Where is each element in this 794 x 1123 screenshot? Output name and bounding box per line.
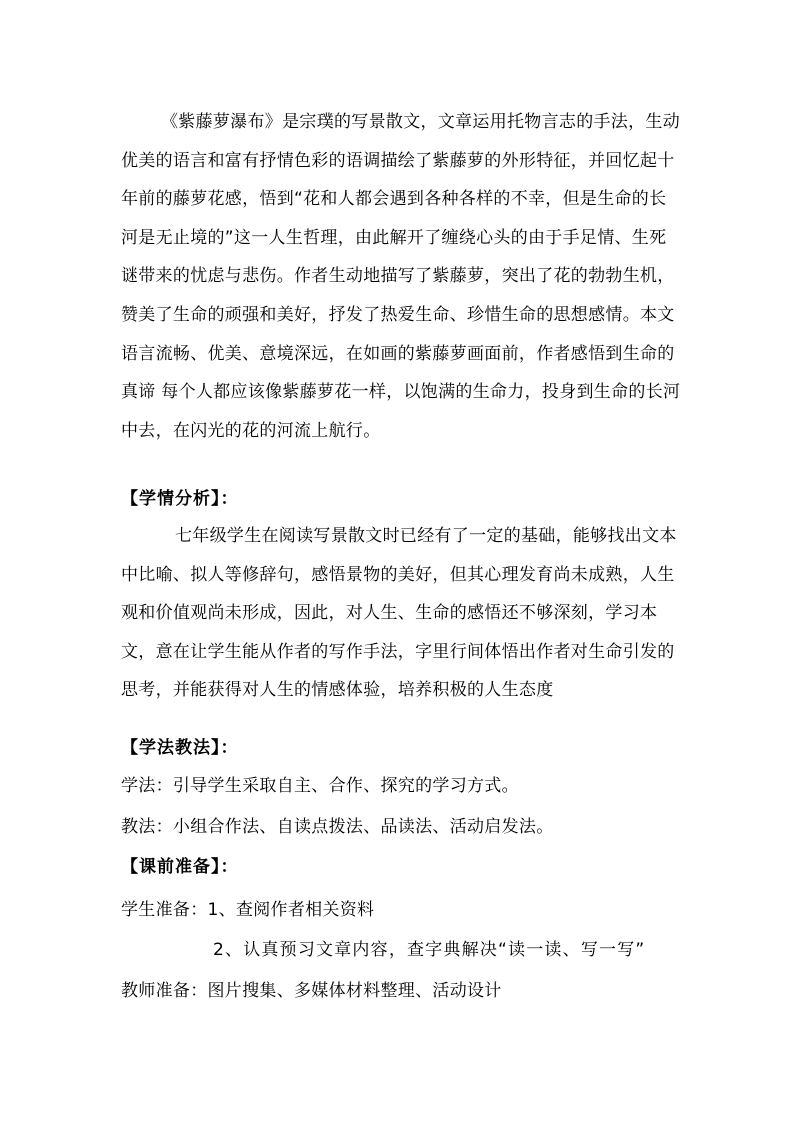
methods-heading: 【学法教法】： (121, 738, 239, 758)
student-prep-line-2: 2、认真预习文章内容，查字典解决“读一读、写一写” (213, 940, 646, 960)
learning-analysis-heading: 【学情分析】： (121, 489, 239, 509)
intro-paragraph: 《紫藤萝瀑布》是宗璞的写景散文，文章运用托物言志的手法，生动优美的语言和富有抒情色彩的语调描绘了紫藤萝的外形特征，并回忆起十年前的藤萝花感，悟到“花和人都会遇到各种各样的不幸，但是生命的长河是无止境的”这一人生哲理，由此解开了缠绕心头的由于手足情、生死谜带来的忧虑与悲伤。作者生动地描写了紫藤萝，突出了花的勃勃生机，赞美了生命的顽强和美好，抒发了热爱生命、珍惜生命的思想感情。本文语言流畅、优美、意境深远，在如画的紫藤萝画面前，作者感悟到生命的真谛 每个人都应该像紫藤萝花一样，以饱满的生命力，投身到生命的长河中去，在闪光的花的河流上航行。 (121, 112, 681, 441)
teacher-prep-line: 教师准备：图片搜集、多媒体材料整理、活动设计 (121, 981, 502, 1001)
teach-method-line: 教法：小组合作法、自读点拨法、品读法、活动启发法。 (121, 817, 554, 837)
learning-analysis-paragraph: 七年级学生在阅读写景散文时已经有了一定的基础，能够找出文本中比喻、拟人等修辞句，感悟景物的美好，但其心理发育尚未成熟，人生观和价值观尚未形成，因此，对人生、生命的感悟还不够深刻，学习本文，意在让学生能从作者的写作手法，字里行间体悟出作者对生命引发的思考，并能获得对人生的情感体验，培养积极的人生态度 (121, 526, 677, 701)
preparation-heading: 【课前准备】： (121, 857, 239, 877)
student-prep-line-1: 学生准备：1、查阅作者相关资料 (121, 900, 375, 920)
study-method-line: 学法：引导学生采取自主、合作、探究的学习方式。 (121, 776, 519, 796)
